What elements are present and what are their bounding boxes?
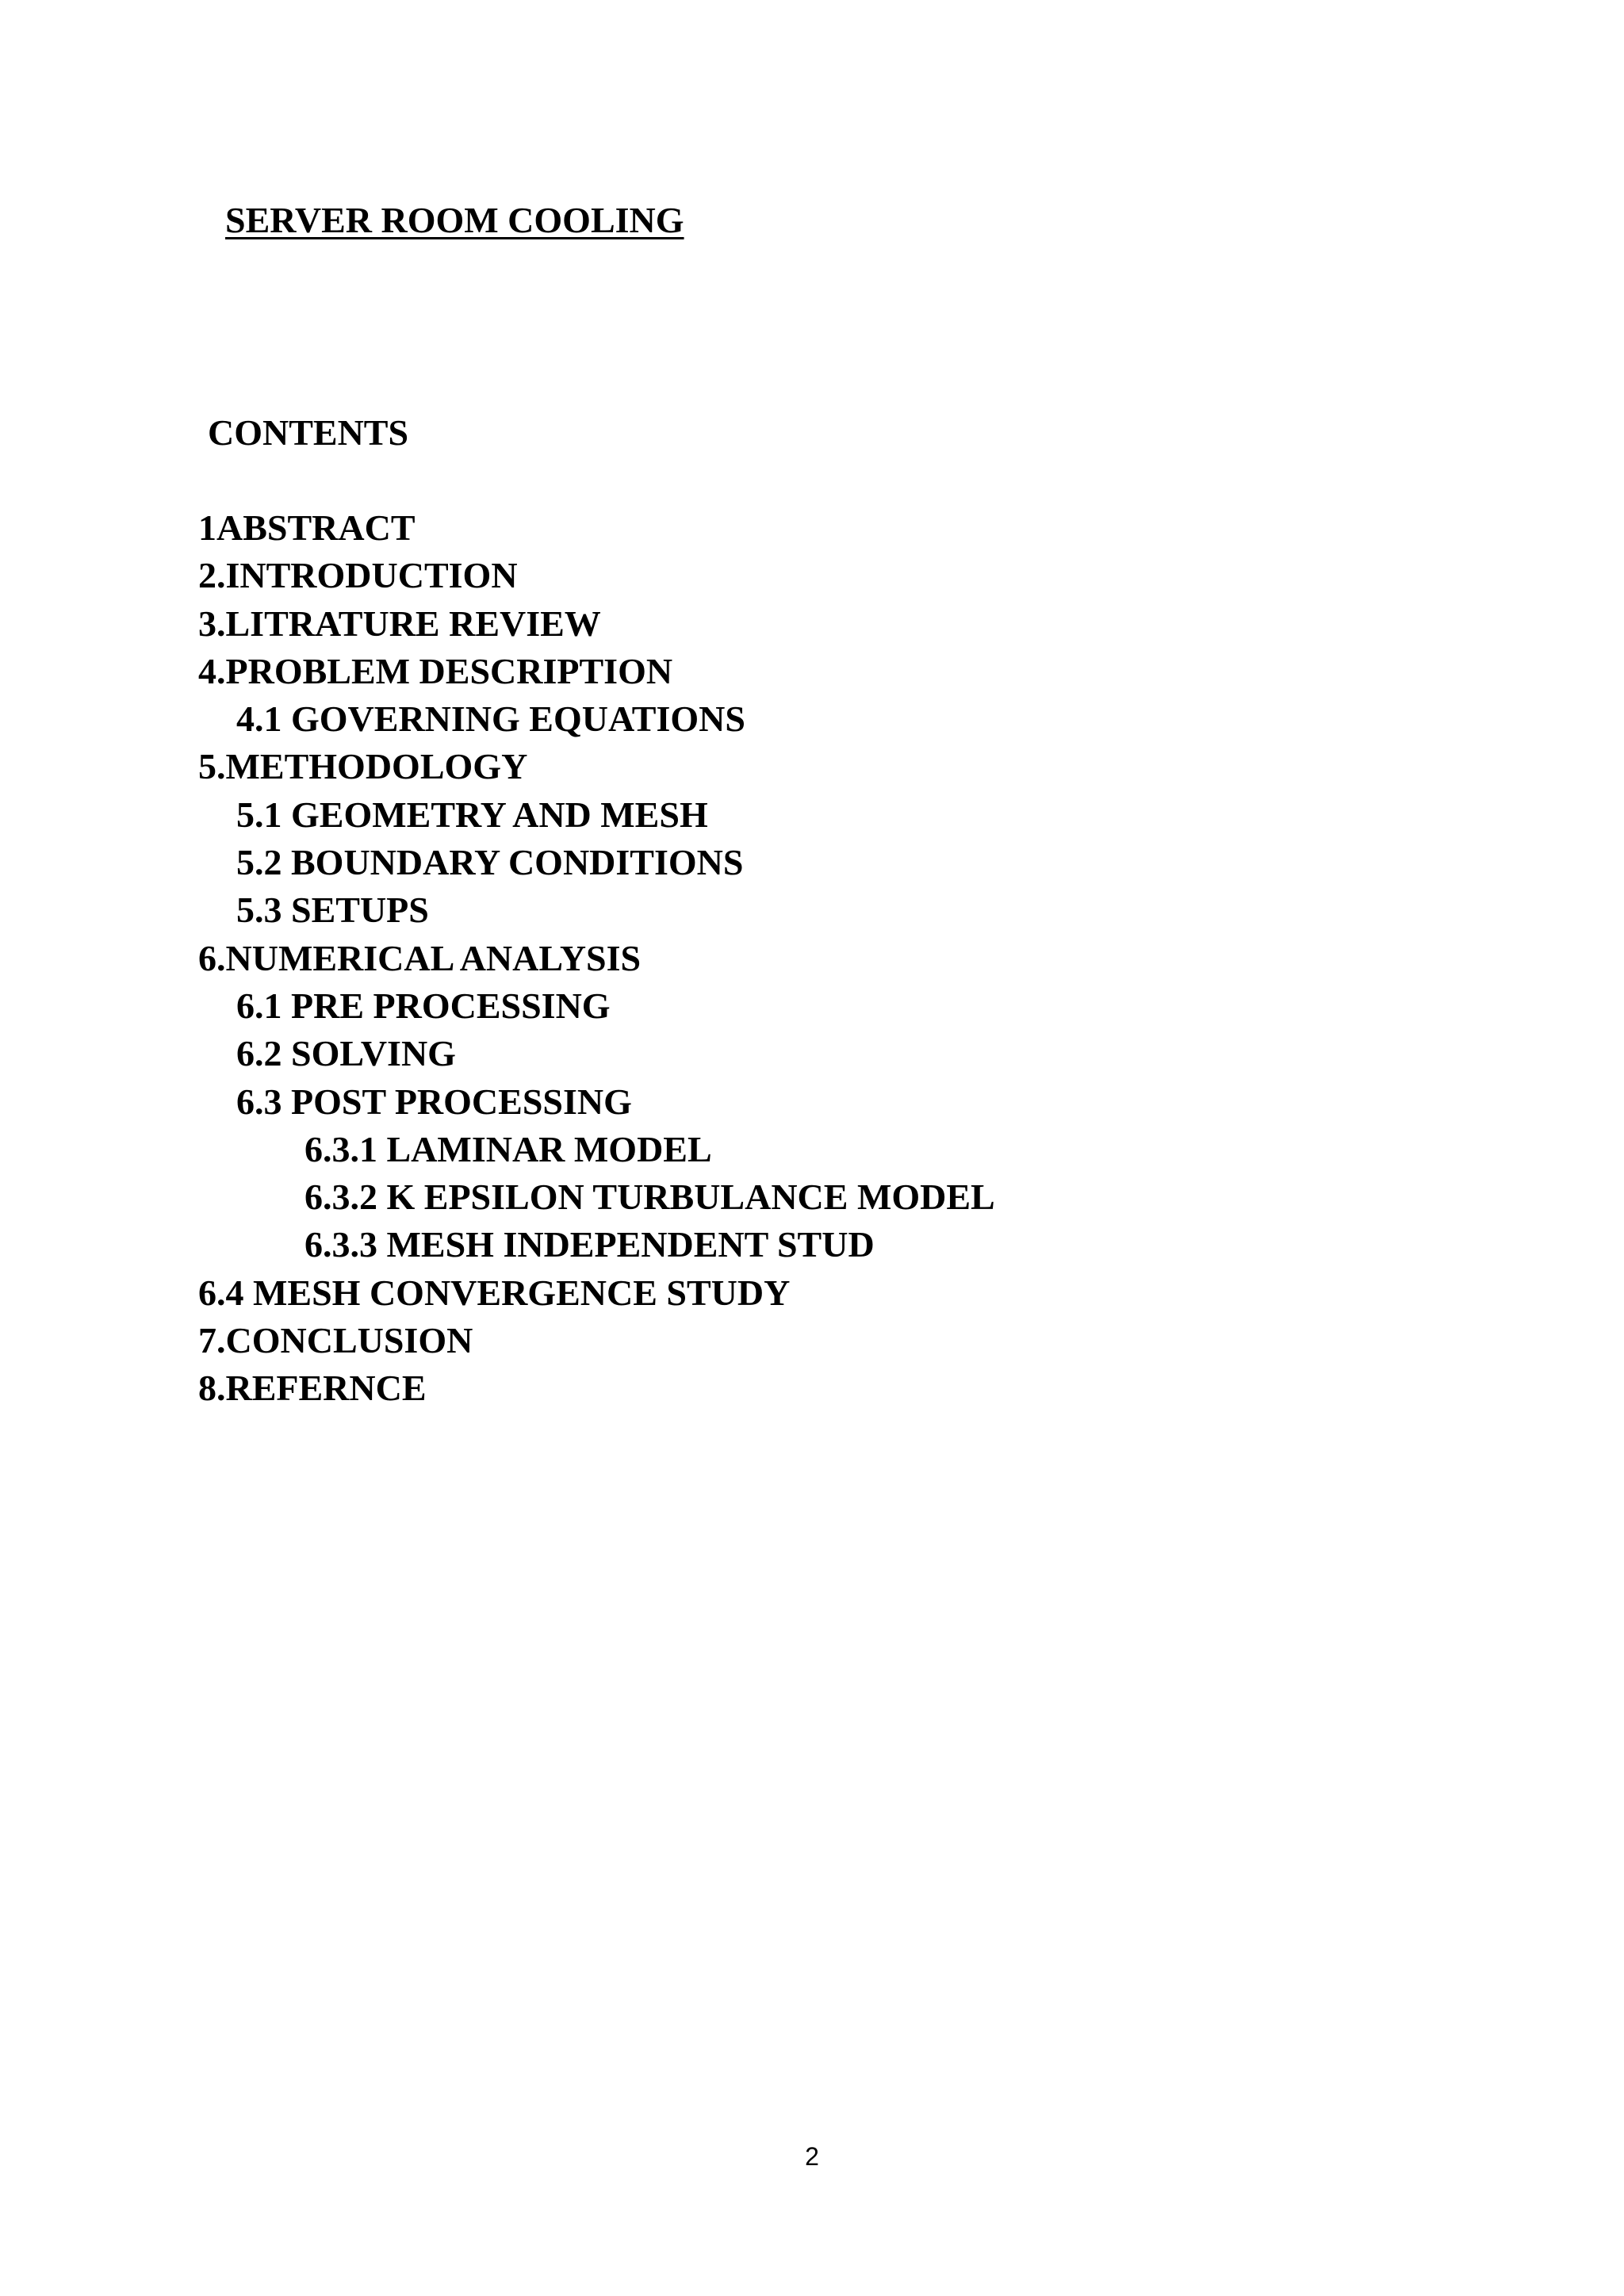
toc-entry: 5.1 GEOMETRY AND MESH xyxy=(236,794,708,835)
contents-heading: CONTENTS xyxy=(208,412,409,453)
table-of-contents xyxy=(198,504,995,1413)
toc-entry: 7.CONCLUSION xyxy=(198,1320,473,1361)
toc-entry: 6.3.2 K EPSILON TURBULANCE MODEL xyxy=(304,1177,995,1218)
toc-entry: 6.NUMERICAL ANALYSIS xyxy=(198,937,642,978)
toc-entry: 6.3.3 MESH INDEPENDENT STUD xyxy=(304,1224,875,1265)
toc-entry: 8.REFERNCE xyxy=(198,1368,427,1409)
toc-entry: 5.METHODOLOGY xyxy=(198,746,528,787)
toc-entry: 6.2 SOLVING xyxy=(236,1033,456,1074)
toc-entry: 6.3 POST PROCESSING xyxy=(236,1081,632,1122)
toc-entry: 5.2 BOUNDARY CONDITIONS xyxy=(236,842,744,883)
toc-entry: 6.4 MESH CONVERGENCE STUDY xyxy=(198,1272,791,1313)
toc-entry: 6.1 PRE PROCESSING xyxy=(236,985,611,1026)
toc-entry: 4.PROBLEM DESCRIPTION xyxy=(198,650,673,691)
page-number: 2 xyxy=(805,2142,819,2171)
toc-entry: 6.3.1 LAMINAR MODEL xyxy=(304,1128,712,1169)
toc-entry: 1ABSTRACT xyxy=(198,507,416,548)
toc-entry: 3.LITRATURE REVIEW xyxy=(198,603,601,644)
toc-entry: 4.1 GOVERNING EQUATIONS xyxy=(236,698,745,740)
document-title: SERVER ROOM COOLING xyxy=(225,200,684,240)
toc-entry: 2.INTRODUCTION xyxy=(198,555,518,596)
toc-entry: 5.3 SETUPS xyxy=(236,890,429,931)
